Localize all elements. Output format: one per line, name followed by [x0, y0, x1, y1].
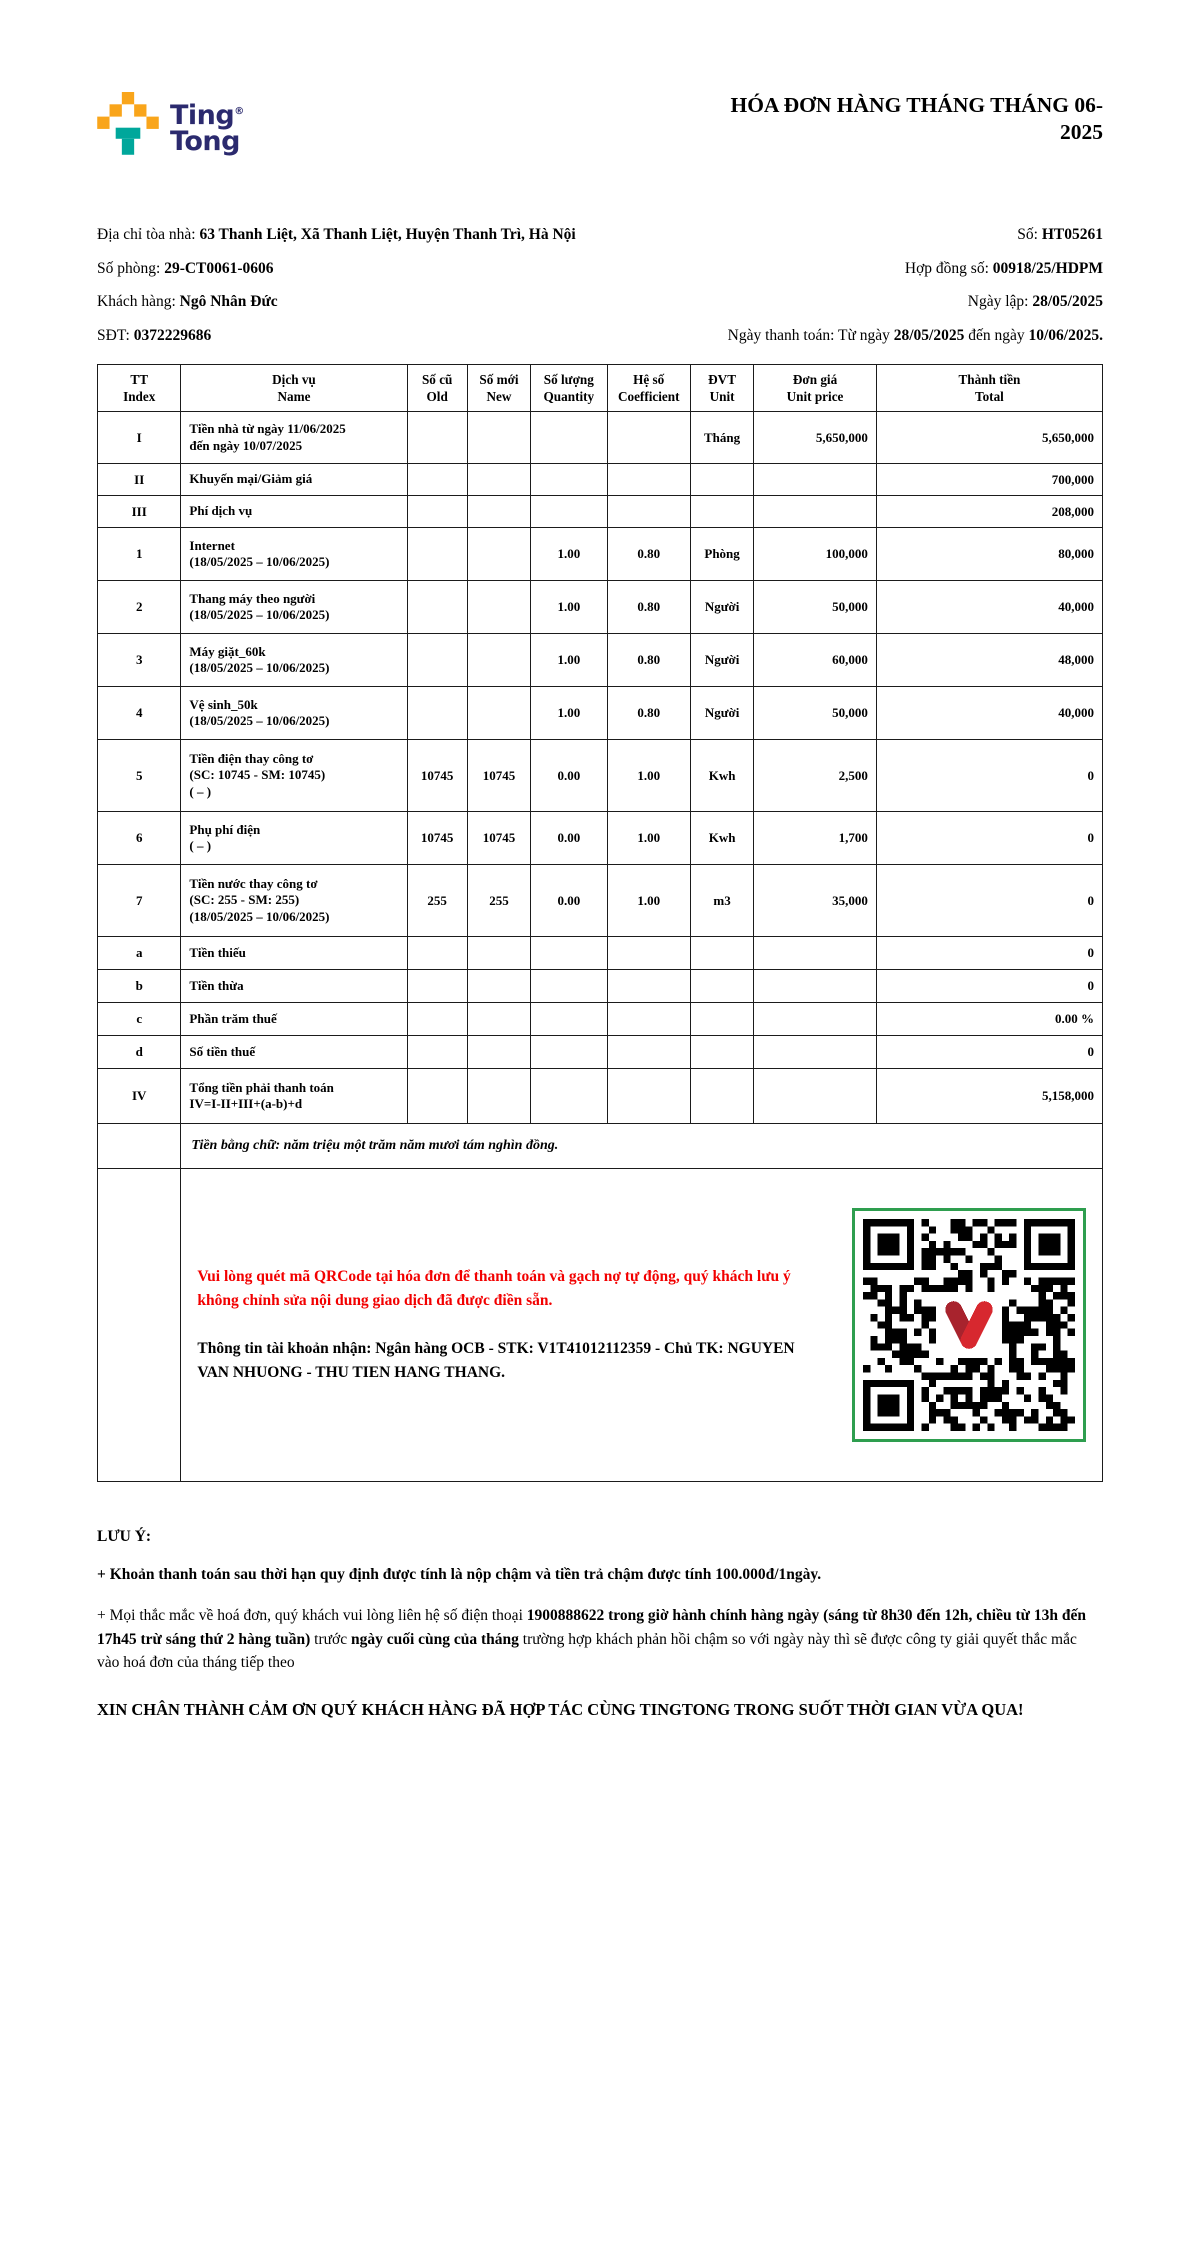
amount-in-words: Tiền bằng chữ: năm triệu một trăm năm mươi tám nghìn đồng. [181, 1124, 1103, 1169]
cell-unit: Người [690, 581, 753, 634]
cell-total: 0 [876, 1036, 1102, 1069]
tingtong-pixel-arrow-icon [97, 92, 159, 156]
table-row [98, 1003, 1103, 1036]
cell-price: 2,500 [754, 740, 877, 812]
payment-cell [181, 1169, 1103, 1482]
amount-in-words-row [98, 1124, 1103, 1169]
invoice-title-line-2: 2025 [1060, 120, 1103, 144]
cell-idx: 3 [98, 634, 181, 687]
tingtong-logo [97, 90, 244, 156]
invoice-content [97, 0, 1103, 1722]
cell-unit [690, 937, 753, 970]
cell-total: 700,000 [876, 464, 1102, 496]
cell-coef: 1.00 [607, 812, 690, 865]
qr-scan-note: Vui lòng quét mã QRCode tại hóa đơn để thanh toán và gạch nợ tự động, quý khách lưu ý không chỉnh sửa nội dung giao dịch đã được điền sẵn. [197, 1268, 791, 1309]
cell-unit [690, 1003, 753, 1036]
meta-line: Khách hàng: Ngô Nhân Đức [97, 293, 278, 310]
cell-qty: 1.00 [531, 581, 607, 634]
table-row [98, 687, 1103, 740]
cell-total: 80,000 [876, 528, 1102, 581]
cell-idx: d [98, 1036, 181, 1069]
table-row [98, 865, 1103, 937]
invoice-meta [97, 218, 1103, 352]
cell-qty: 1.00 [531, 687, 607, 740]
table-row [98, 412, 1103, 464]
cell-qty [531, 1069, 607, 1124]
cell-name: Khuyến mại/Giảm giá [181, 464, 407, 496]
cell-coef [607, 496, 690, 528]
payment-qr-code [852, 1208, 1086, 1442]
meta-line: Địa chỉ tòa nhà: 63 Thanh Liệt, Xã Thanh Liệt, Huyện Thanh Trì, Hà Nội [97, 226, 576, 243]
column-header: ĐVT Unit [690, 365, 753, 412]
column-header: Đơn giá Unit price [754, 365, 877, 412]
cell-qty: 0.00 [531, 865, 607, 937]
cell-qty: 0.00 [531, 812, 607, 865]
cell-new [467, 1069, 530, 1124]
cell-name: Thang máy theo người (18/05/2025 – 10/06/2025) [181, 581, 407, 634]
cell-coef [607, 1036, 690, 1069]
cell-total: 0 [876, 812, 1102, 865]
cell-coef: 0.80 [607, 581, 690, 634]
cell-price: 35,000 [754, 865, 877, 937]
cell-name: Tổng tiền phải thanh toán IV=I-II+III+(a-b)+d [181, 1069, 407, 1124]
cell-price [754, 496, 877, 528]
cell-old [407, 412, 467, 464]
cell-total: 5,650,000 [876, 412, 1102, 464]
cell-coef [607, 937, 690, 970]
cell-idx: c [98, 1003, 181, 1036]
cell-coef [607, 1003, 690, 1036]
cell-unit [690, 496, 753, 528]
cell-coef [607, 970, 690, 1003]
cell-name: Phần trăm thuế [181, 1003, 407, 1036]
cell-unit [690, 1069, 753, 1124]
cell-old [407, 1003, 467, 1036]
cell-price: 1,700 [754, 812, 877, 865]
cell-name: Tiền điện thay công tơ (SC: 10745 - SM: 10745) ( – ) [181, 740, 407, 812]
cell-name: Số tiền thuế [181, 1036, 407, 1069]
meta-line: SĐT: 0372229686 [97, 326, 212, 344]
invoice-table [97, 364, 1103, 1482]
cell-unit: Kwh [690, 812, 753, 865]
cell-total: 0.00 % [876, 1003, 1102, 1036]
cell-unit: Phòng [690, 528, 753, 581]
cell-old [407, 496, 467, 528]
registered-trademark-icon: ® [234, 106, 245, 117]
footer-notes [97, 1528, 1103, 1722]
cell-old [407, 528, 467, 581]
table-row [98, 937, 1103, 970]
thank-you-note: XIN CHÂN THÀNH CẢM ƠN QUÝ KHÁCH HÀNG ĐÃ HỢP TÁC CÙNG TINGTONG TRONG SUỐT THỜI GIAN VỪA QUA! [97, 1699, 1024, 1719]
table-row [98, 970, 1103, 1003]
cell-old [407, 634, 467, 687]
cell-idx: 4 [98, 687, 181, 740]
cell-total: 0 [876, 865, 1102, 937]
cell-new [467, 970, 530, 1003]
cell-name: Tiền nhà từ ngày 11/06/2025 đến ngày 10/07/2025 [181, 412, 407, 464]
cell-idx: I [98, 412, 181, 464]
table-row [98, 740, 1103, 812]
column-header: Số lượng Quantity [531, 365, 607, 412]
cell-unit: Tháng [690, 412, 753, 464]
invoice-info [598, 218, 1103, 352]
cell-new [467, 528, 530, 581]
table-row [98, 1069, 1103, 1124]
cell-price [754, 970, 877, 1003]
cell-qty: 0.00 [531, 740, 607, 812]
document-header [97, 90, 1103, 202]
meta-line: Hợp đồng số: 00918/25/HDPM [904, 259, 1103, 277]
cell-new [467, 581, 530, 634]
cell-qty [531, 412, 607, 464]
cell-old: 10745 [407, 812, 467, 865]
cell-unit: m3 [690, 865, 753, 937]
table-header-row [98, 365, 1103, 412]
cell-qty: 1.00 [531, 634, 607, 687]
cell-new: 255 [467, 865, 530, 937]
cell-new [467, 464, 530, 496]
cell-name: Máy giặt_60k (18/05/2025 – 10/06/2025) [181, 634, 407, 687]
payment-row [98, 1169, 1103, 1482]
table-row [98, 528, 1103, 581]
cell-old [407, 581, 467, 634]
cell-unit [690, 970, 753, 1003]
meta-line: Số: HT05261 [1017, 226, 1103, 243]
cell-price: 50,000 [754, 581, 877, 634]
cell-coef: 1.00 [607, 865, 690, 937]
cell-total: 208,000 [876, 496, 1102, 528]
logo-wordmark [170, 99, 244, 155]
table-row [98, 634, 1103, 687]
cell-price [754, 937, 877, 970]
empty-index-cell [98, 1169, 181, 1482]
customer-info [97, 218, 579, 352]
cell-idx: 5 [98, 740, 181, 812]
cell-coef [607, 1069, 690, 1124]
cell-coef: 0.80 [607, 528, 690, 581]
cell-name: Tiền nước thay công tơ (SC: 255 - SM: 255) (18/05/2025 – 10/06/2025) [181, 865, 407, 937]
cell-old [407, 1069, 467, 1124]
meta-line: Ngày thanh toán: Từ ngày 28/05/2025 đến ngày 10/06/2025. [727, 326, 1103, 344]
cell-qty [531, 464, 607, 496]
table-row [98, 496, 1103, 528]
cell-idx: 1 [98, 528, 181, 581]
cell-coef: 0.80 [607, 687, 690, 740]
logo-line-2: Tong [170, 126, 240, 157]
cell-coef: 0.80 [607, 634, 690, 687]
cell-new [467, 1036, 530, 1069]
cell-name: Internet (18/05/2025 – 10/06/2025) [181, 528, 407, 581]
contact-note: + Mọi thắc mắc về hoá đơn, quý khách vui lòng liên hệ số điện thoại 1900888622 trong giờ hành chính hàng ngày (sáng từ 8h30 đến 12h, chiều từ 13h đến 17h45 trừ sáng thứ 2 hàng tuần) trước ngày cuối cùng của tháng trường hợp khách phản hồi chậm so với ngày này thì sẽ được công ty giải quyết thắc mắc vào hoá đơn của tháng tiếp theo [97, 1607, 1086, 1671]
payment-instructions [197, 1265, 807, 1385]
cell-idx: 6 [98, 812, 181, 865]
qr-code-image [863, 1219, 1075, 1431]
cell-coef [607, 464, 690, 496]
cell-idx: 7 [98, 865, 181, 937]
cell-price: 5,650,000 [754, 412, 877, 464]
table-row [98, 1036, 1103, 1069]
table-row [98, 812, 1103, 865]
cell-price: 60,000 [754, 634, 877, 687]
cell-price [754, 464, 877, 496]
cell-coef [607, 412, 690, 464]
cell-unit [690, 464, 753, 496]
cell-unit: Kwh [690, 740, 753, 812]
cell-old [407, 970, 467, 1003]
cell-old [407, 687, 467, 740]
cell-coef: 1.00 [607, 740, 690, 812]
cell-qty [531, 1003, 607, 1036]
empty-index-cell [98, 1124, 181, 1169]
bank-account-info: Thông tin tài khoản nhận: Ngân hàng OCB - STK: V1T41012112359 - Chủ TK: NGUYEN VAN NHUONG - THU TIEN HANG THANG. [197, 1340, 795, 1381]
cell-name: Tiền thừa [181, 970, 407, 1003]
cell-idx: IV [98, 1069, 181, 1124]
logo-line-1: Ting® [170, 100, 245, 131]
cell-new [467, 937, 530, 970]
cell-price: 100,000 [754, 528, 877, 581]
cell-name: Phí dịch vụ [181, 496, 407, 528]
invoice-title [623, 92, 1103, 146]
cell-total: 48,000 [876, 634, 1102, 687]
cell-new [467, 634, 530, 687]
column-header: Số mới New [467, 365, 530, 412]
late-payment-note: + Khoản thanh toán sau thời hạn quy định được tính là nộp chậm và tiền trả chậm được tính 100.000đ/1ngày. [97, 1566, 822, 1583]
cell-price: 50,000 [754, 687, 877, 740]
cell-idx: b [98, 970, 181, 1003]
cell-name: Tiền thiếu [181, 937, 407, 970]
cell-name: Vệ sinh_50k (18/05/2025 – 10/06/2025) [181, 687, 407, 740]
cell-total: 5,158,000 [876, 1069, 1102, 1124]
column-header: TT Index [98, 365, 181, 412]
cell-old: 10745 [407, 740, 467, 812]
cell-qty [531, 1036, 607, 1069]
table-row [98, 581, 1103, 634]
cell-old [407, 937, 467, 970]
cell-new [467, 687, 530, 740]
cell-old [407, 1036, 467, 1069]
cell-qty [531, 496, 607, 528]
cell-old [407, 464, 467, 496]
cell-unit: Người [690, 634, 753, 687]
cell-idx: a [98, 937, 181, 970]
meta-line: Số phòng: 29-CT0061-0606 [97, 259, 274, 277]
cell-qty [531, 937, 607, 970]
cell-unit [690, 1036, 753, 1069]
cell-new: 10745 [467, 812, 530, 865]
column-header: Số cũ Old [407, 365, 467, 412]
cell-name: Phụ phí điện ( – ) [181, 812, 407, 865]
cell-price [754, 1036, 877, 1069]
cell-total: 0 [876, 970, 1102, 1003]
cell-total: 40,000 [876, 687, 1102, 740]
cell-price [754, 1069, 877, 1124]
cell-new [467, 496, 530, 528]
cell-price [754, 1003, 877, 1036]
column-header: Dịch vụ Name [181, 365, 407, 412]
cell-old: 255 [407, 865, 467, 937]
meta-line: Ngày lập: 28/05/2025 [967, 293, 1103, 310]
cell-total: 0 [876, 937, 1102, 970]
notes-heading: LƯU Ý: [97, 1528, 152, 1545]
cell-idx: 2 [98, 581, 181, 634]
cell-idx: III [98, 496, 181, 528]
cell-new: 10745 [467, 740, 530, 812]
cell-new [467, 412, 530, 464]
cell-total: 40,000 [876, 581, 1102, 634]
cell-new [467, 1003, 530, 1036]
cell-qty: 1.00 [531, 528, 607, 581]
cell-total: 0 [876, 740, 1102, 812]
invoice-title-line-1: HÓA ĐƠN HÀNG THÁNG THÁNG 06- [730, 93, 1103, 117]
cell-qty [531, 970, 607, 1003]
cell-unit: Người [690, 687, 753, 740]
table-row [98, 464, 1103, 496]
column-header: Hệ số Coefficient [607, 365, 690, 412]
column-header: Thành tiền Total [876, 365, 1102, 412]
cell-idx: II [98, 464, 181, 496]
